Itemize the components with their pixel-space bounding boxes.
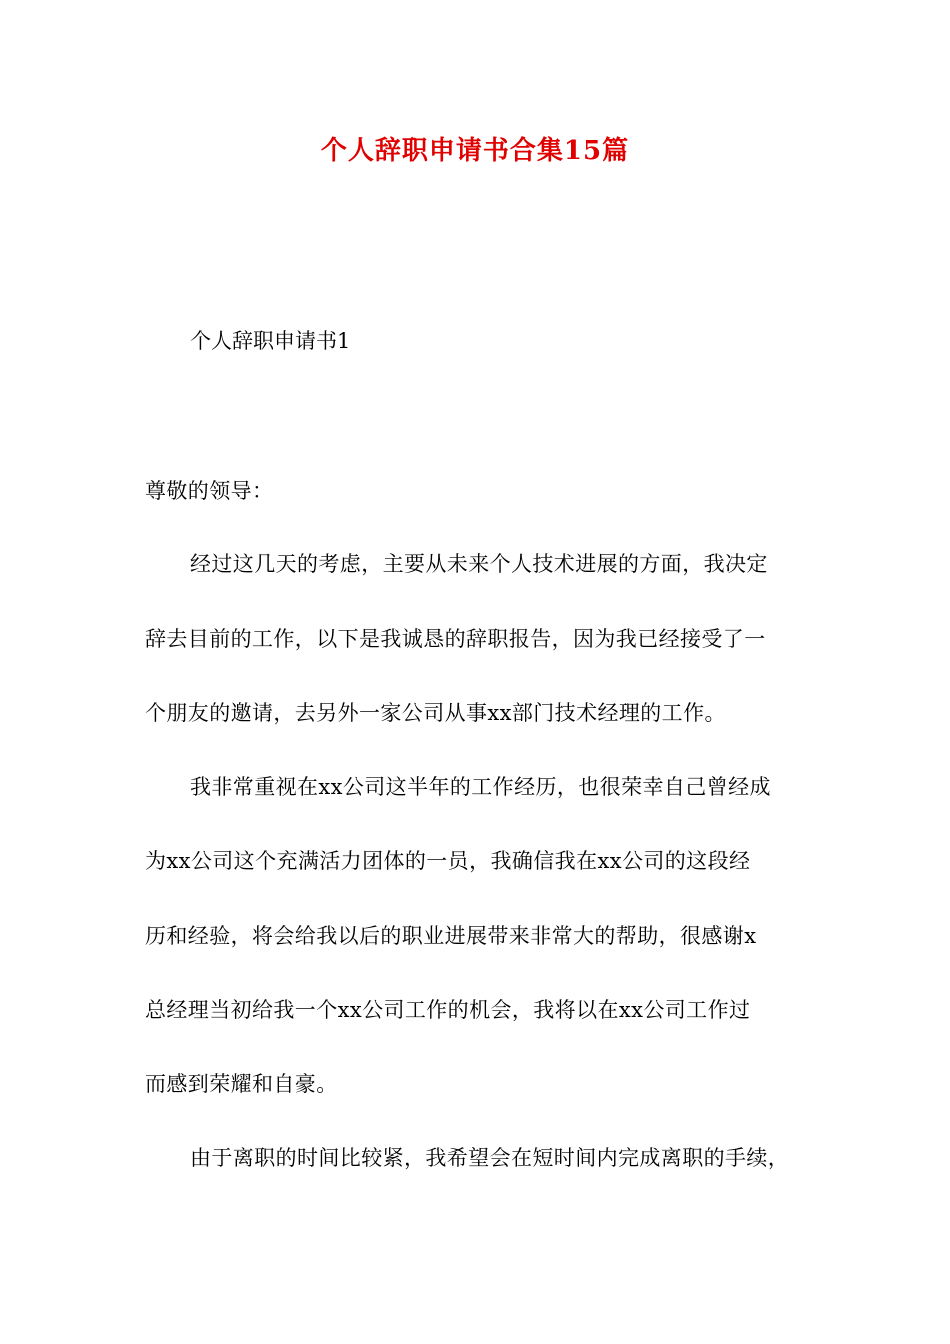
paragraph-line: 个朋友的邀请，去另外一家公司从事xx部门技术经理的工作。 <box>145 701 726 725</box>
paragraph-line: 总经理当初给我一个xx公司工作的机会，我将以在xx公司工作过 <box>145 998 751 1022</box>
paragraph-line: 历和经验，将会给我以后的职业进展带来非常大的帮助，很感谢x <box>145 924 757 948</box>
paragraph-line: 辞去目前的工作，以下是我诚恳的辞职报告，因为我已经接受了一 <box>145 627 766 651</box>
paragraph-line: 我非常重视在xx公司这半年的工作经历，也很荣幸自己曾经成 <box>190 775 771 799</box>
paragraph-line: 由于离职的时间比较紧，我希望会在短时间内完成离职的手续， <box>190 1146 790 1170</box>
paragraph-line: 而感到荣耀和自豪。 <box>145 1072 338 1096</box>
section-heading: 个人辞职申请书1 <box>190 329 351 353</box>
paragraph-line: 为xx公司这个充满活力团体的一员，我确信我在xx公司的这段经 <box>145 849 751 873</box>
paragraph-line: 经过这几天的考虑，主要从未来个人技术进展的方面，我决定 <box>190 552 768 576</box>
salutation: 尊敬的领导： <box>145 479 274 503</box>
document-title: 个人辞职申请书合集15篇 <box>320 136 630 166</box>
